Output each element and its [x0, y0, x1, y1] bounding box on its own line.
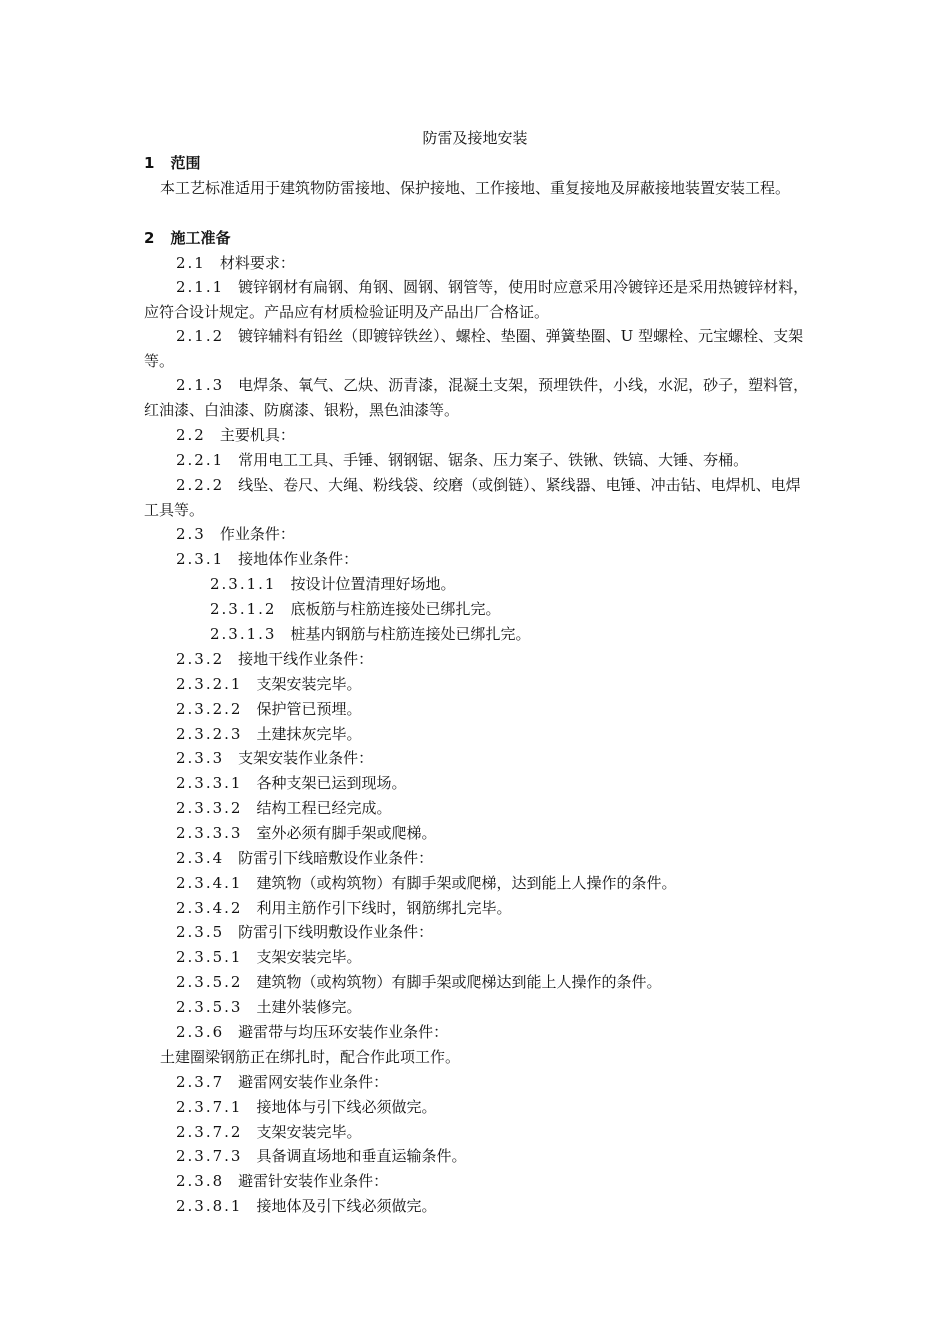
section-number: 2.1: [176, 254, 206, 272]
paragraph: [144, 423, 810, 448]
paragraph: [144, 572, 810, 597]
paragraph-text: 范围: [170, 154, 201, 172]
section-number: 2.3.2: [176, 650, 225, 668]
paragraph-text: 避雷网安装作业条件：: [238, 1073, 389, 1091]
paragraph-text: 室外必须有脚手架或爬梯。: [256, 824, 437, 842]
section-number: 2.3.6: [176, 1023, 225, 1041]
paragraph: [144, 796, 810, 821]
paragraph: [144, 448, 810, 473]
section-number: 2.3.5.1: [176, 948, 243, 966]
paragraph: [144, 1045, 810, 1070]
section-number: 2.3.7.3: [176, 1147, 243, 1165]
paragraph: [144, 821, 810, 846]
paragraph: [144, 1095, 810, 1120]
paragraph-text: 支架安装完毕。: [256, 675, 362, 693]
paragraph: [144, 846, 810, 871]
section-number: 2.3.8.1: [176, 1197, 243, 1215]
paragraph: [144, 522, 810, 547]
paragraph: [144, 1120, 810, 1145]
section-number: 2.3.5: [176, 923, 225, 941]
section-number: 2.3.3.3: [176, 824, 243, 842]
paragraph: [144, 1194, 810, 1219]
paragraph: [144, 324, 810, 373]
paragraph-text: 作业条件：: [219, 525, 295, 543]
section-number: 2.1.3: [176, 376, 225, 394]
paragraph-text: 土建抹灰完毕。: [256, 725, 362, 743]
paragraph-text: 主要机具：: [219, 426, 295, 444]
section-number: 2.3.7.1: [176, 1098, 243, 1116]
paragraph: [144, 1070, 810, 1095]
paragraph-text: 各种支架已运到现场。: [256, 774, 407, 792]
section-number: 2.3.8: [176, 1172, 225, 1190]
paragraph-text: 常用电工工具、手锤、钢钢锯、锯条、压力案子、铁锹、铁镐、大锤、夯桶。: [238, 451, 749, 469]
paragraph: [144, 1144, 810, 1169]
paragraph-text: 施工准备: [170, 229, 231, 247]
section-number: 2.3.4.1: [176, 874, 243, 892]
section-number: 2.3.4: [176, 849, 225, 867]
paragraph: [144, 697, 810, 722]
paragraph-text: 土建圈梁钢筋正在绑扎时，配合作此项工作。: [160, 1048, 461, 1066]
paragraph-text: 具备调直场地和垂直运输条件。: [256, 1147, 467, 1165]
section-number: 2.2.1: [176, 451, 225, 469]
paragraph-text: 结构工程已经完成。: [256, 799, 392, 817]
paragraph-text: 接地干线作业条件：: [238, 650, 374, 668]
paragraph-text: 接地体及引下线必须做完。: [256, 1197, 437, 1215]
paragraph-text: 建筑物（或构筑物）有脚手架或爬梯达到能上人操作的条件。: [256, 973, 662, 991]
paragraph-text: 材料要求：: [219, 254, 295, 272]
section-number: 2.2.2: [176, 476, 225, 494]
paragraph: [144, 1020, 810, 1045]
paragraph: [144, 896, 810, 921]
paragraph: [144, 722, 810, 747]
paragraph: [144, 251, 810, 276]
section-number: 2.3.3.1: [176, 774, 243, 792]
paragraph-text: 支架安装完毕。: [256, 948, 362, 966]
paragraph-text: 避雷针安装作业条件：: [238, 1172, 389, 1190]
paragraph-text: 电焊条、氧气、乙炔、沥青漆，混凝土支架，预埋铁件，小线，水泥，砂子，塑料管，红油漆、白油漆、防腐漆、银粉，黑色油漆等。: [144, 376, 809, 419]
paragraph-text: 接地体作业条件：: [238, 550, 359, 568]
paragraph: [144, 622, 810, 647]
section-heading: [144, 226, 810, 251]
paragraph-text: 接地体与引下线必须做完。: [256, 1098, 437, 1116]
paragraph: [144, 920, 810, 945]
paragraph-text: 建筑物（或构筑物）有脚手架或爬梯，达到能上人操作的条件。: [256, 874, 677, 892]
section-number: 2.3.2.2: [176, 700, 243, 718]
paragraph-text: 底板筋与柱筋连接处已绑扎完。: [290, 600, 501, 618]
paragraph: [144, 547, 810, 572]
paragraph-text: 按设计位置清理好场地。: [290, 575, 456, 593]
paragraph-text: 镀锌辅料有铅丝（即镀锌铁丝）、螺栓、垫圈、弹簧垫圈、U 型螺栓、元宝螺栓、支架等。: [144, 327, 804, 370]
section-number: 2.2: [176, 426, 206, 444]
paragraph-text: 镀锌钢材有扁钢、角钢、圆钢、钢管等，使用时应意采用冷镀锌还是采用热镀锌材料，应符合设计规定。产品应有材质检验证明及产品出厂合格证。: [144, 278, 809, 321]
paragraph-text: 避雷带与均压环安装作业条件：: [238, 1023, 449, 1041]
section-number: 2.3.5.2: [176, 973, 243, 991]
paragraph: [144, 1169, 810, 1194]
paragraph: [144, 995, 810, 1020]
paragraph: [144, 473, 810, 522]
section-number: 2: [144, 229, 157, 247]
section-number: 2.3.5.3: [176, 998, 243, 1016]
document-title: 防雷及接地安装: [422, 129, 528, 147]
section-number: 2.3.1: [176, 550, 225, 568]
section-number: 2.3.2.3: [176, 725, 243, 743]
section-number: 2.3.2.1: [176, 675, 243, 693]
paragraph-text: 支架安装作业条件：: [238, 749, 374, 767]
paragraph-text: 利用主筋作引下线时，钢筋绑扎完毕。: [256, 899, 512, 917]
paragraph: [144, 373, 810, 422]
paragraph-text: 防雷引下线暗敷设作业条件：: [238, 849, 434, 867]
paragraph: [144, 871, 810, 896]
paragraph-text: 桩基内钢筋与柱筋连接处已绑扎完。: [290, 625, 531, 643]
section-number: 2.3: [176, 525, 206, 543]
section-number: 2.3.7.2: [176, 1123, 243, 1141]
paragraph: [144, 945, 810, 970]
paragraph: [144, 176, 810, 201]
section-number: 2.3.4.2: [176, 899, 243, 917]
paragraph: [144, 647, 810, 672]
section-number: 2.1.2: [176, 327, 225, 345]
section-number: 2.1.1: [176, 278, 225, 296]
paragraph-text: 土建外装修完。: [256, 998, 362, 1016]
section-number: 2.3.3.2: [176, 799, 243, 817]
paragraph: [144, 970, 810, 995]
section-number: 2.3.1.3: [210, 625, 277, 643]
section-number: 2.3.3: [176, 749, 225, 767]
paragraph: [144, 771, 810, 796]
paragraph-text: 支架安装完毕。: [256, 1123, 362, 1141]
section-number: 2.3.7: [176, 1073, 225, 1091]
paragraph: [144, 597, 810, 622]
section-number: 2.3.1.2: [210, 600, 277, 618]
paragraph: [144, 275, 810, 324]
paragraph-text: 保护管已预埋。: [256, 700, 362, 718]
section-number: 2.3.1.1: [210, 575, 277, 593]
paragraph: [144, 746, 810, 771]
section-heading: [144, 151, 810, 176]
section-number: 1: [144, 154, 157, 172]
paragraph-text: 防雷引下线明敷设作业条件：: [238, 923, 434, 941]
paragraph-text: 本工艺标准适用于建筑物防雷接地、保护接地、工作接地、重复接地及屏蔽接地装置安装工程。: [160, 179, 791, 197]
paragraph: [144, 672, 810, 697]
paragraph-text: 线坠、卷尺、大绳、粉线袋、绞磨（或倒链）、紧线器、电锤、冲击钻、电焊机、电焊工具等。: [144, 476, 801, 519]
